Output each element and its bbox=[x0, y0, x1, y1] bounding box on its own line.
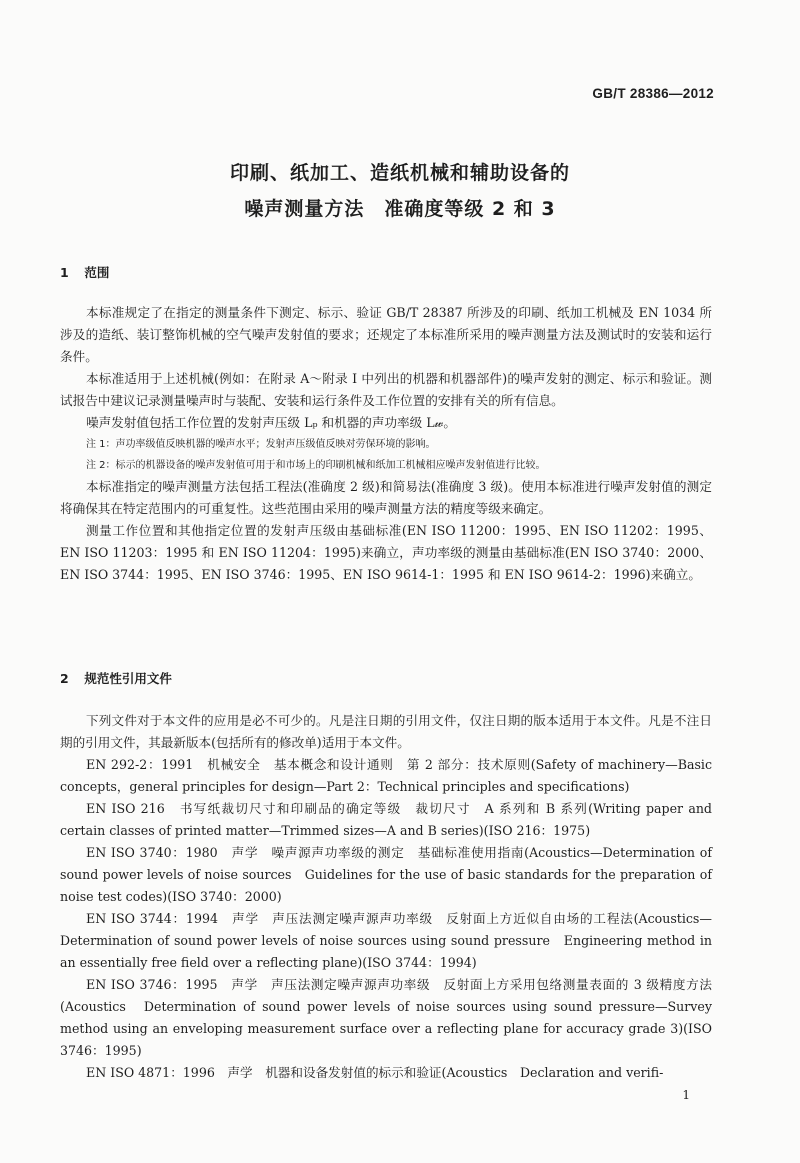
section-number: 2 bbox=[60, 671, 69, 686]
section-number: 1 bbox=[60, 265, 69, 280]
title-line-2: 噪声测量方法 准确度等级 2 和 3 bbox=[244, 198, 556, 220]
section-title: 规范性引用文件 bbox=[84, 671, 172, 686]
reference-item: EN ISO 3740：1980 声学 噪声源声功率级的测定 基础标准使用指南(Acoustics—Determination of sound power levels of noise sources Guidelines for the use of basic standards for the preparation of noise test codes)(ISO 3740：2000) bbox=[60, 845, 712, 904]
note: 注 2：标示的机器设备的噪声发射值可用于和市场上的印刷机械和纸加工机械相应噪声发射值进行比较。 bbox=[86, 460, 546, 471]
page-number: 1 bbox=[682, 1088, 690, 1102]
reference-item: EN ISO 4871：1996 声学 机器和设备发射值的标示和验证(Acoustics Declaration and verifi- bbox=[86, 1065, 664, 1080]
paragraph: 本标准适用于上述机械(例如：在附录 A～附录 I 中列出的机器和机器部件)的噪声发射的测定、标示和验证。测试报告中建议记录测量噪声时与装配、安装和运行条件及工作位置的安排有关的所有信息。 bbox=[60, 371, 712, 408]
title-line-1: 印刷、纸加工、造纸机械和辅助设备的 bbox=[229, 162, 570, 184]
reference-item: EN 292-2：1991 机械安全 基本概念和设计通则 第 2 部分：技术原则(Safety of machinery—Basic concepts，general principles for design—Part 2：Technical principles and specifications) bbox=[60, 757, 712, 794]
reference-item: EN ISO 216 书写纸裁切尺寸和印刷品的确定等级 裁切尺寸 A 系列和 B 系列(Writing paper and certain classes of printed matter—Trimmed sizes—A and B series)(ISO 216：1975) bbox=[60, 801, 712, 838]
paragraph: 噪声发射值包括工作位置的发射声压级 Lₚ 和机器的声功率级 L𝓌。 bbox=[86, 415, 456, 430]
section-1-body bbox=[60, 302, 712, 586]
document-title bbox=[0, 155, 800, 227]
standard-code: GB/T 28386—2012 bbox=[592, 86, 714, 101]
paragraph: 本标准指定的噪声测量方法包括工程法(准确度 2 级)和简易法(准确度 3 级)。使用本标准进行噪声发射值的测定将确保其在特定范围内的可重复性。这些范围由采用的噪声测量方法的精度等级来确定。 bbox=[60, 479, 712, 516]
reference-item: EN ISO 3746：1995 声学 声压法测定噪声源声功率级 反射面上方采用包络测量表面的 3 级精度方法(Acoustics Determination of sound power levels of noise sources using sound pressure—Survey method using an enveloping measurement surface over a reflecting plane for accuracy grade 3)(ISO 3746：1995) bbox=[60, 977, 712, 1058]
reference-item: EN ISO 3744：1994 声学 声压法测定噪声源声功率级 反射面上方近似自由场的工程法(Acoustics—Determination of sound power levels of noise sources using sound pressure Engineering method in an essentially free field over a reflecting plane)(ISO 3744：1994) bbox=[60, 911, 712, 970]
section-2-body bbox=[60, 710, 712, 1084]
section-2-heading bbox=[60, 669, 172, 687]
section-1-heading bbox=[60, 263, 109, 281]
note: 注 1：声功率级值反映机器的噪声水平；发射声压级值反映对劳保环境的影响。 bbox=[86, 439, 436, 450]
paragraph: 本标准规定了在指定的测量条件下测定、标示、验证 GB/T 28387 所涉及的印刷、纸加工机械及 EN 1034 所涉及的造纸、装订整饰机械的空气噪声发射值的要求；还规定了本标准所采用的噪声测量方法及测试时的安装和运行条件。 bbox=[60, 305, 712, 364]
paragraph: 测量工作位置和其他指定位置的发射声压级由基础标准(EN ISO 11200：1995、EN ISO 11202：1995、EN ISO 11203：1995 和 EN ISO 11204：1995)来确立，声功率级的测量由基础标准(EN ISO 3740：2000、EN ISO 3744：1995、EN ISO 3746：1995、EN ISO 9614-1：1995 和 EN ISO 9614-2：1996)来确立。 bbox=[60, 523, 712, 582]
section-title: 范围 bbox=[84, 265, 110, 280]
paragraph: 下列文件对于本文件的应用是必不可少的。凡是注日期的引用文件，仅注日期的版本适用于本文件。凡是不注日期的引用文件，其最新版本(包括所有的修改单)适用于本文件。 bbox=[60, 713, 712, 750]
